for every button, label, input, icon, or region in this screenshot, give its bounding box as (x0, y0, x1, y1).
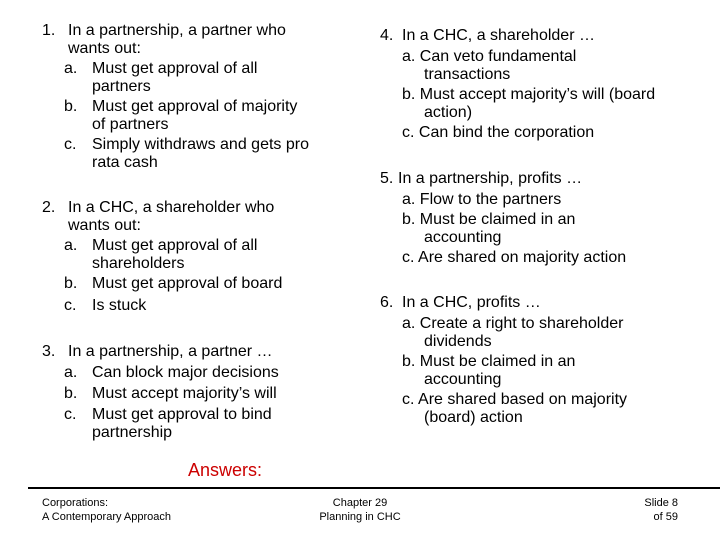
question-stem: In a partnership, a partner … (68, 343, 273, 360)
question-5: 5. In a partnership, profits … a. Flow to the partners b. Must be claimed in an accounting c. Are shared on majority action (380, 170, 627, 266)
option-letter: b. (402, 211, 416, 228)
question-4: 4. In a CHC, a shareholder … a. Can veto fundamental transactions b. Must accept majority’s will (board action) c. Can bind the corporation (380, 27, 656, 141)
footer-center (300, 496, 420, 524)
option-b: b. Must get approval of majority of partners (64, 98, 298, 133)
footer-book-subtitle: A Contemporary Approach (42, 511, 172, 523)
question-number: 1. (42, 22, 56, 39)
option-c: c. Is stuck (64, 297, 147, 314)
option-letter: c. (402, 249, 415, 266)
question-2 (42, 199, 282, 315)
option-letter: b. (64, 385, 78, 402)
option-c: c. Must get approval to bind partnership (64, 406, 272, 441)
question-stem: In a CHC, profits … (402, 294, 541, 311)
footer-left (42, 496, 171, 524)
option-letter: c. (64, 136, 77, 153)
option-b: b. Must get approval of board (64, 275, 283, 292)
question-stem: In a CHC, a shareholder who (68, 199, 275, 216)
question-3 (42, 343, 279, 442)
option-letter: c. (64, 297, 77, 314)
option-letter: a. (402, 191, 416, 208)
footer-book-title: Corporations: (42, 497, 109, 509)
option-letter: c. (402, 124, 415, 141)
footer-chapter-title: Planning in CHC (319, 511, 401, 523)
question-stem-cont: wants out: (68, 217, 141, 234)
footer-divider (28, 487, 720, 489)
question-1 (42, 22, 309, 172)
option-b: b. Must accept majority’s will (64, 385, 277, 402)
option-letter: c. (64, 406, 77, 423)
option-letter: b. (402, 353, 416, 370)
option-c: c. Are shared on majority action (402, 249, 627, 266)
option-c: c. Can bind the corporation (402, 124, 595, 141)
option-letter: a. (64, 237, 78, 254)
option-a: a. Must get approval of all partners (64, 60, 258, 95)
question-number: 3. (42, 343, 56, 360)
option-a: a. Can veto fundamental (402, 48, 577, 65)
option-a: a. Flow to the partners (402, 191, 562, 208)
option-letter: a. (402, 315, 416, 332)
answers-label: Answers: (188, 460, 263, 480)
option-letter: b. (64, 275, 78, 292)
question-stem: In a partnership, profits … (398, 170, 583, 187)
question-6: 6. In a CHC, profits … a. Create a right to shareholder dividends b. Must be claimed in an accounting c. Are shared based on majority (board) action (380, 294, 628, 426)
question-stem-cont: wants out: (68, 40, 141, 57)
option-b: b. Must accept majority’s will (board (402, 86, 656, 103)
option-c: c. Simply withdraws and gets pro rata cash (64, 136, 309, 171)
footer-chapter: Chapter 29 (332, 497, 388, 509)
question-stem: In a partnership, a partner who (68, 22, 286, 39)
question-number: 5. (380, 170, 394, 187)
question-stem: In a CHC, a shareholder … (402, 27, 595, 44)
footer-slide-total: of 59 (653, 511, 678, 523)
option-letter: a. (402, 48, 416, 65)
option-b: b. Must be claimed in an (402, 353, 576, 370)
footer-slide-number: Slide 8 (644, 497, 678, 509)
question-number: 4. (380, 27, 394, 44)
option-letter: b. (64, 98, 78, 115)
option-a: a. Can block major decisions (64, 364, 279, 381)
footer-right (644, 496, 678, 524)
option-letter: a. (64, 60, 78, 77)
question-number: 6. (380, 294, 394, 311)
option-b: b. Must be claimed in an (402, 211, 576, 228)
option-a: a. Must get approval of all shareholders (64, 237, 258, 272)
option-letter: c. (402, 391, 415, 408)
option-a: a. Create a right to shareholder (402, 315, 624, 332)
option-c: c. Are shared based on majority (402, 391, 628, 408)
question-number: 2. (42, 199, 56, 216)
option-letter: a. (64, 364, 78, 381)
option-letter: b. (402, 86, 416, 103)
